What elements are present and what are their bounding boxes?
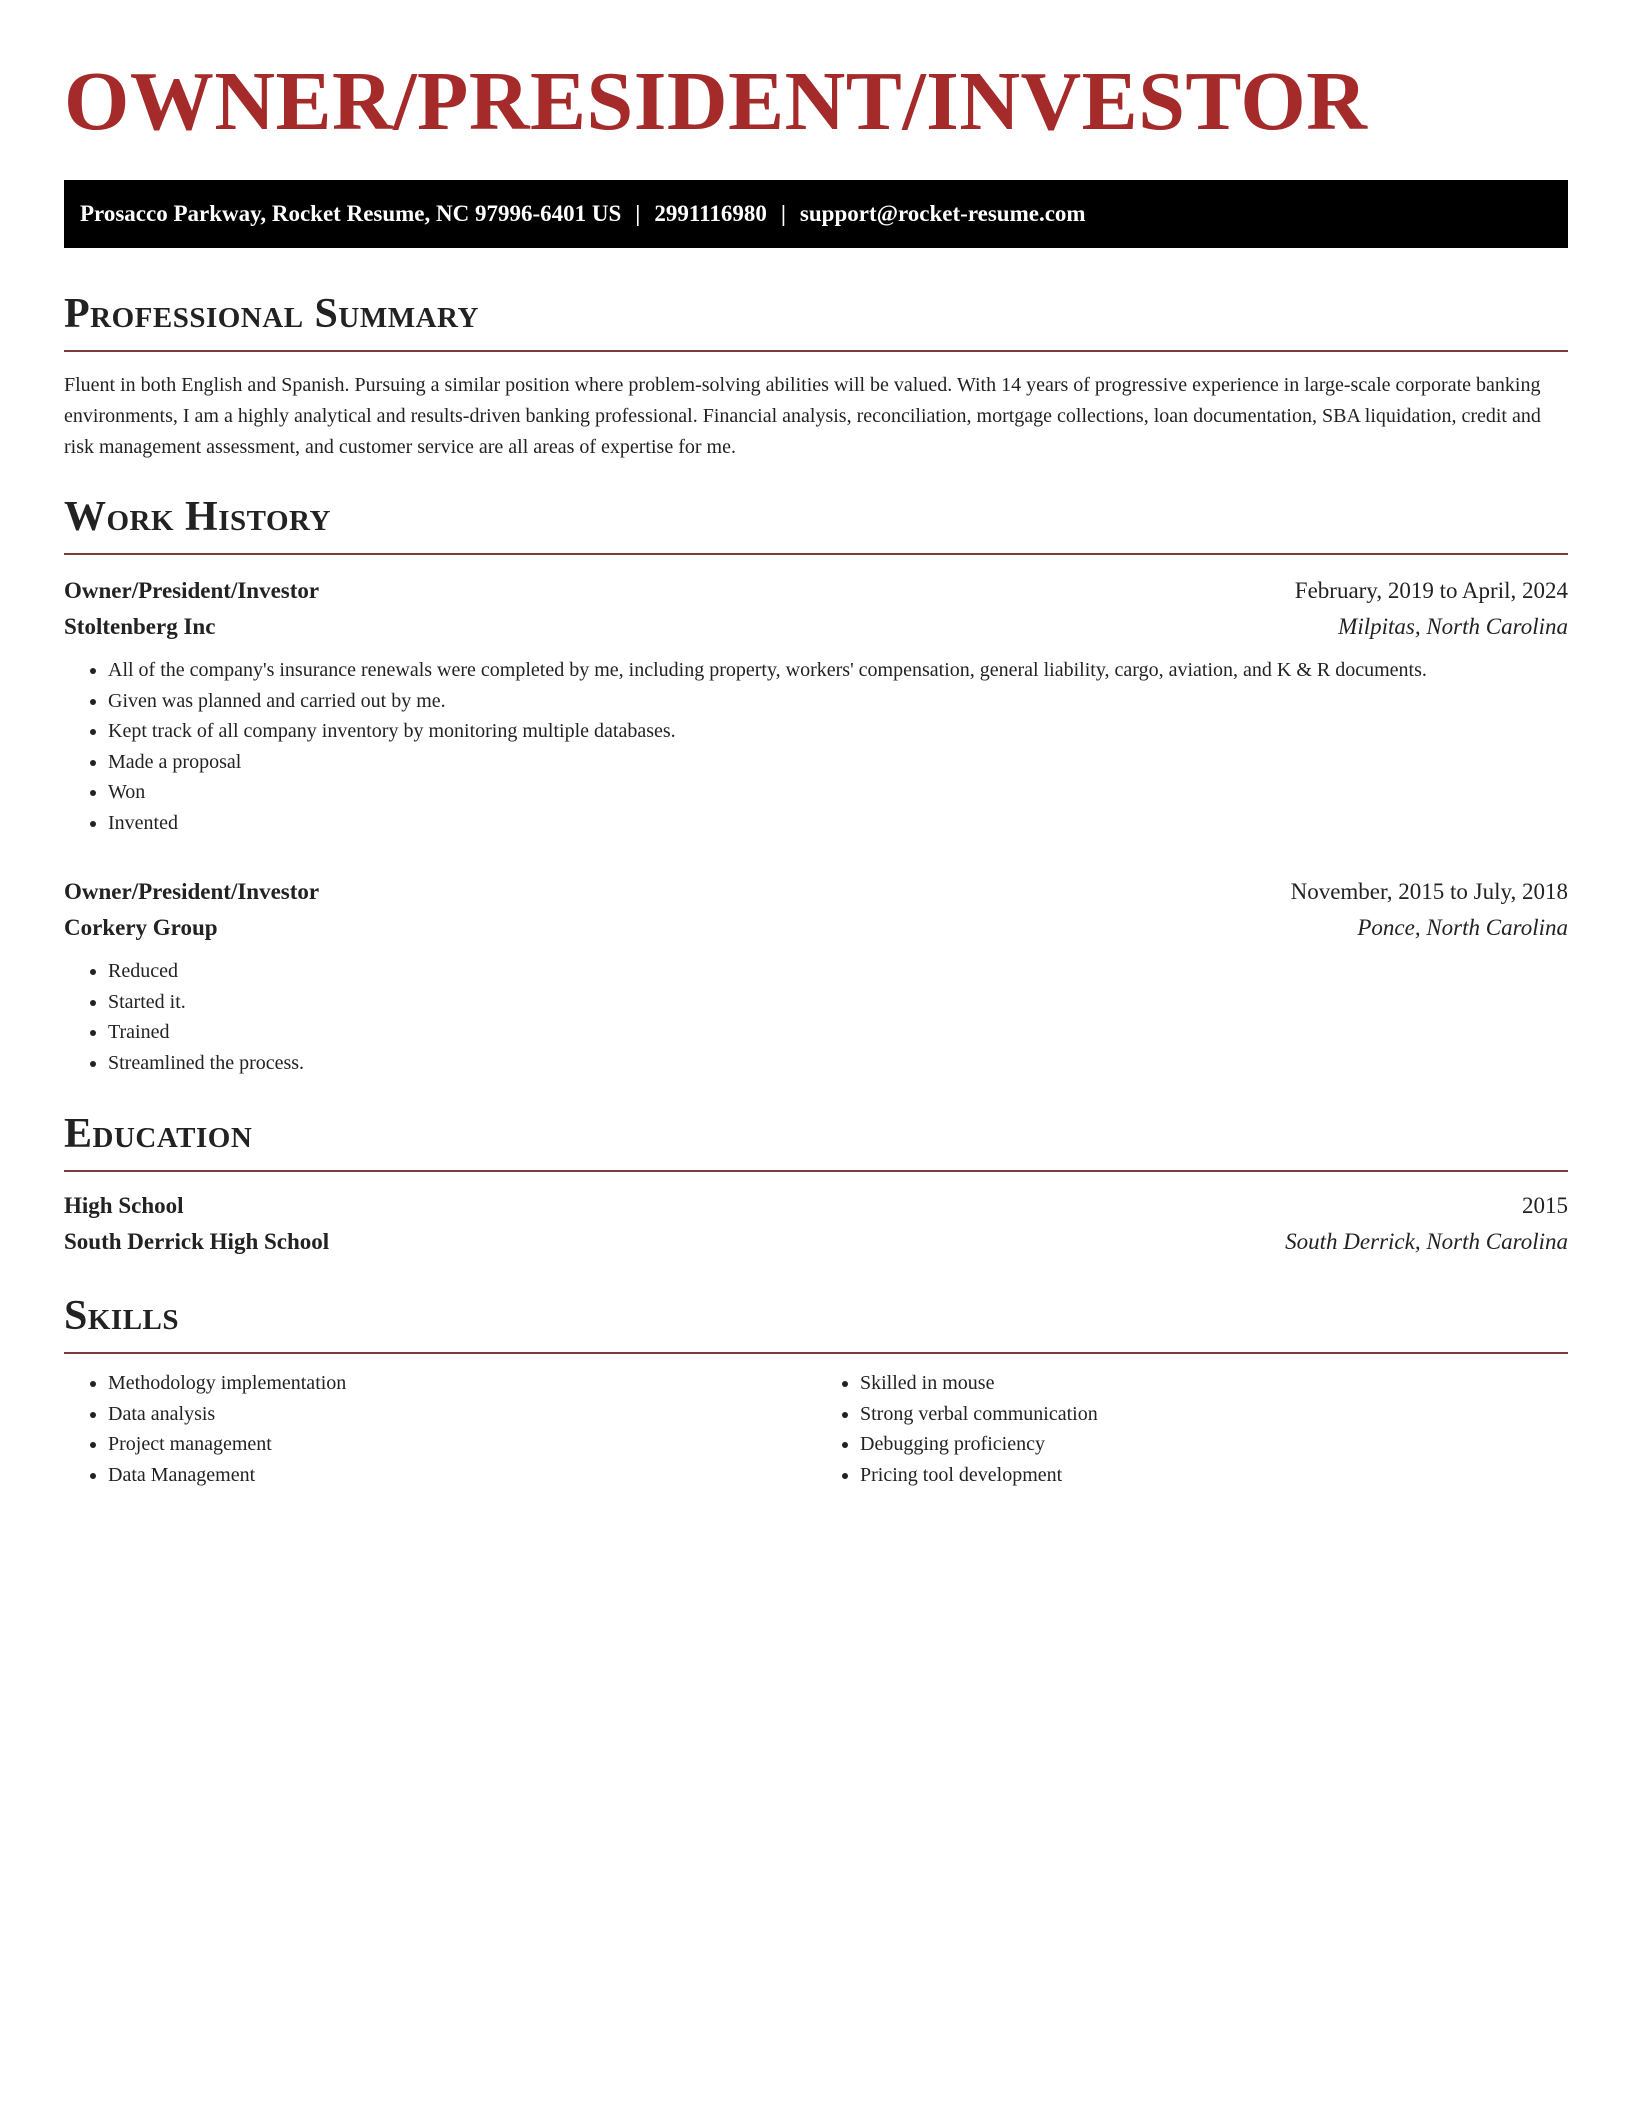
work-history-section (64, 491, 1568, 1078)
section-title-work: Work History (64, 494, 331, 540)
job-header-row (64, 573, 1568, 609)
section-title-education: Education (64, 1111, 253, 1157)
skills-columns (64, 1368, 1568, 1490)
list-item: • Invented (108, 808, 1568, 839)
section-title-skills: Skills (64, 1293, 180, 1339)
education-section (64, 1108, 1568, 1260)
job-company-row (64, 609, 1568, 645)
contact-phone: 2991116980 (654, 201, 767, 226)
list-item: • Debugging proficiency (860, 1429, 1568, 1460)
list-item: • Started it. (108, 987, 1568, 1018)
list-item: • Methodology implementation (108, 1368, 816, 1399)
job-dates: November, 2015 to July, 2018 (1290, 879, 1568, 904)
job-header-row (64, 874, 1568, 910)
education-year: 2015 (1522, 1193, 1568, 1218)
list-item: • Project management (108, 1429, 816, 1460)
list-item: • Pricing tool development (860, 1460, 1568, 1491)
section-divider (64, 1170, 1568, 1172)
job-company: Corkery Group (64, 915, 218, 940)
education-location: South Derrick, North Carolina (1285, 1229, 1568, 1254)
list-item: • Strong verbal communication (860, 1399, 1568, 1430)
list-item: • Trained (108, 1017, 1568, 1048)
skills-list-left (64, 1368, 816, 1490)
job-entry (64, 874, 1568, 1078)
job-location: Milpitas, North Carolina (1338, 614, 1568, 639)
summary-text: Fluent in both English and Spanish. Pursuing a similar position where problem-solving abilities will be valued. With 14 years of progressive experience in large-scale corporate banking environments, I am a highly analytical and results-driven banking professional. Financial analysis, reconciliation, mortgage collections, loan documentation, SBA liquidation, credit and risk management assessment, and customer service are all areas of expertise for me. (64, 374, 1541, 458)
contact-separator: | (635, 201, 641, 226)
list-item: • Kept track of all company inventory by monitoring multiple databases. (108, 716, 1568, 747)
job-bullets (64, 956, 1568, 1078)
contact-bar (64, 180, 1568, 248)
list-item: • Streamlined the process. (108, 1048, 1568, 1079)
job-location: Ponce, North Carolina (1357, 915, 1568, 940)
education-school-row (64, 1224, 1568, 1260)
skills-list-right (816, 1368, 1568, 1490)
list-item: • Given was planned and carried out by me. (108, 686, 1568, 717)
skills-section (64, 1290, 1568, 1490)
job-entry (64, 573, 1568, 838)
job-role: Owner/President/Investor (64, 879, 320, 904)
job-company-row (64, 910, 1568, 946)
education-header-row (64, 1188, 1568, 1224)
job-role: Owner/President/Investor (64, 578, 320, 603)
list-item: • Data analysis (108, 1399, 816, 1430)
job-company: Stoltenberg Inc (64, 614, 216, 639)
resume-name: OWNER/PRESIDENT/INVESTOR (64, 55, 1368, 148)
contact-separator: | (780, 201, 786, 226)
section-divider (64, 553, 1568, 555)
education-school: South Derrick High School (64, 1229, 330, 1254)
list-item: • Reduced (108, 956, 1568, 987)
list-item: • Won (108, 777, 1568, 808)
contact-email: support@rocket-resume.com (799, 201, 1086, 226)
section-divider (64, 1352, 1568, 1354)
contact-address: Prosacco Parkway, Rocket Resume, NC 97996-6401 US (80, 201, 622, 226)
list-item: • Made a proposal (108, 747, 1568, 778)
job-dates: February, 2019 to April, 2024 (1294, 578, 1568, 603)
list-item: • All of the company's insurance renewals were completed by me, including property, workers' compensation, general liability, cargo, aviation, and K & R documents. (108, 655, 1568, 686)
education-degree: High School (64, 1193, 184, 1218)
section-divider (64, 350, 1568, 352)
education-entry (64, 1188, 1568, 1260)
list-item: • Skilled in mouse (860, 1368, 1568, 1399)
professional-summary-section (64, 288, 1568, 463)
job-bullets (64, 655, 1568, 838)
section-title-summary: Professional Summary (64, 291, 479, 337)
list-item: • Data Management (108, 1460, 816, 1491)
